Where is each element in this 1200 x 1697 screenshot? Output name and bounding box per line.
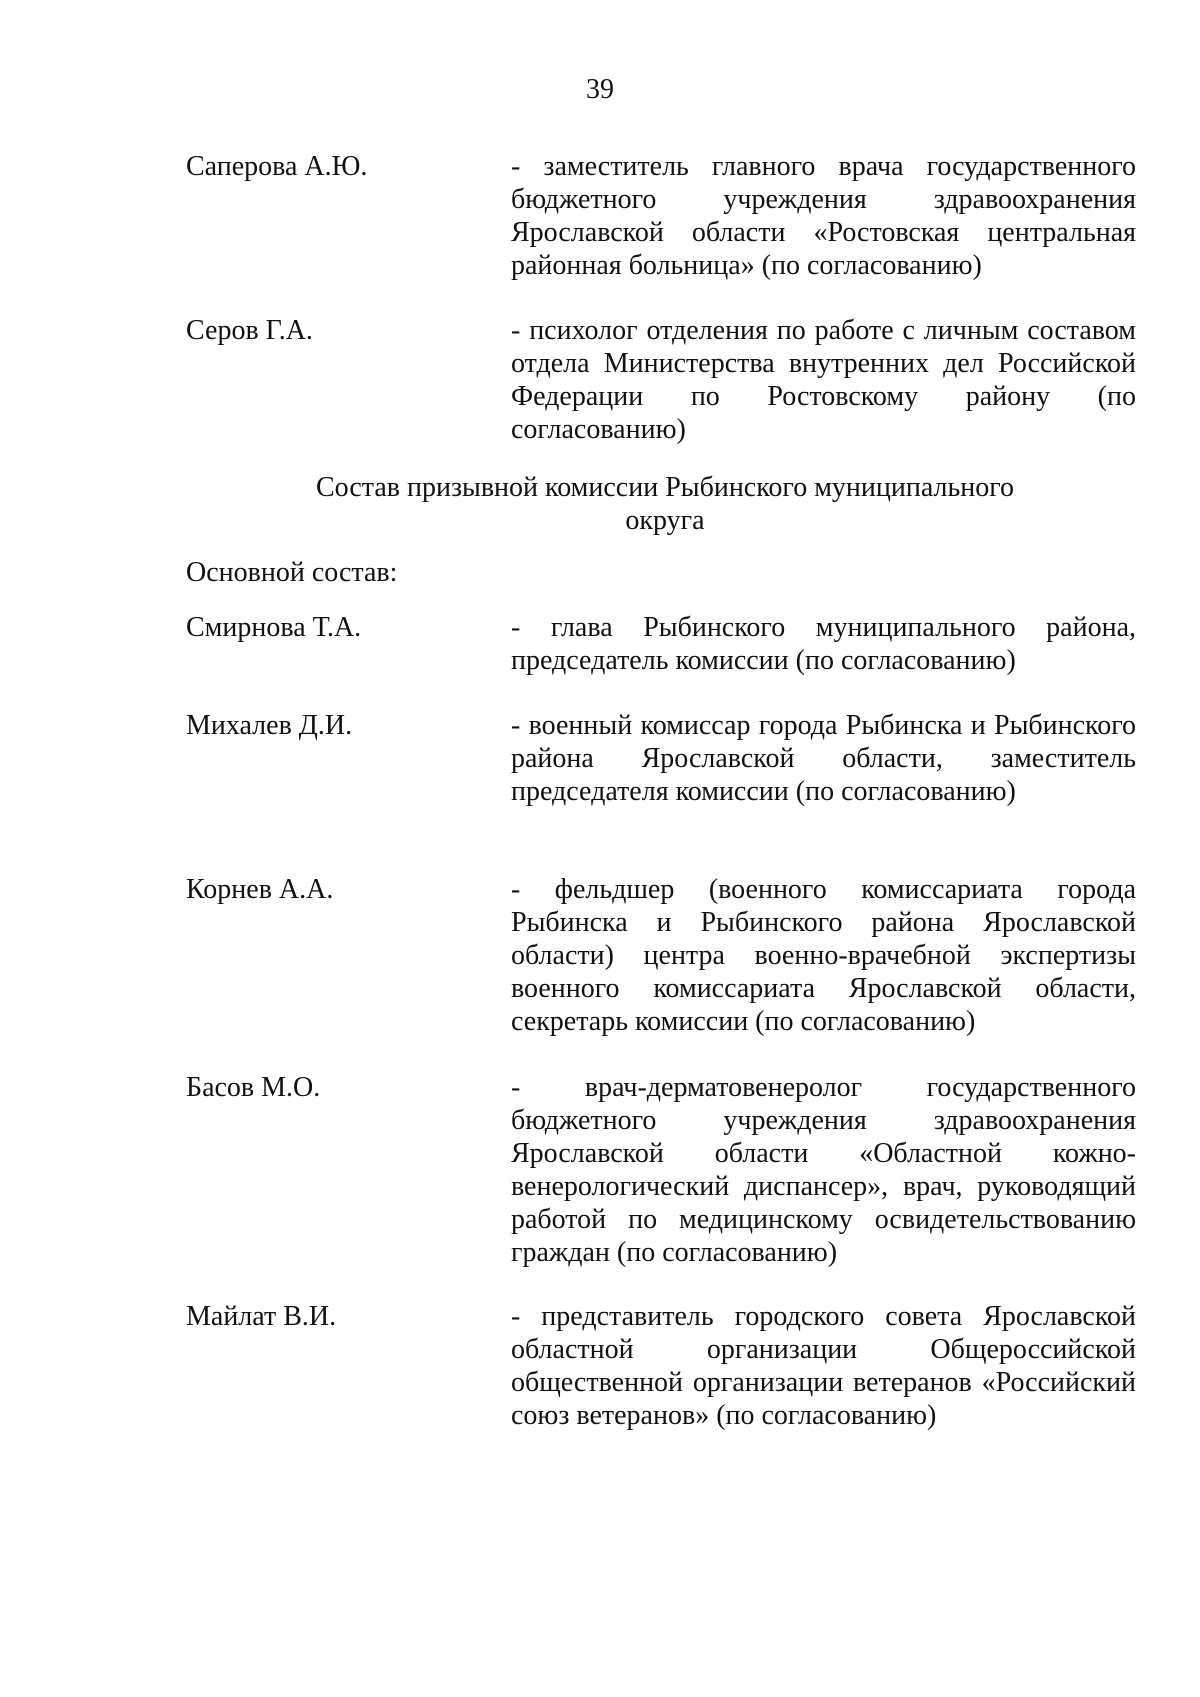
member-role: - глава Рыбинского муниципального района, председатель комиссии (по согласованию) (511, 612, 1136, 676)
member-role: - военный комиссар города Рыбинска и Рыбинского района Ярославской области, заместитель председателя комиссии (по согласованию) (511, 710, 1136, 807)
member-name: Смирнова Т.А. (186, 612, 362, 643)
member-name: Серов Г.А. (186, 315, 313, 346)
subheading-main-composition: Основной состав: (186, 557, 398, 588)
member-name: Корнев А.А. (186, 874, 334, 905)
member-role: - врач-дерматовенеролог государственного бюджетного учреждения здравоохранения Ярославской области «Областной кожно-венерологический диспансер», врач, руководящий работой по медицинскому освидетельствованию граждан (по согласованию) (511, 1072, 1136, 1268)
member-name: Михалев Д.И. (186, 710, 353, 741)
section-title: Состав призывной комиссии Рыбинского муниципального округа (315, 472, 1015, 536)
member-role: - представитель городского совета Ярославской областной организации Общероссийской общественной организации ветеранов «Российский союз ветеранов» (по согласованию) (511, 1301, 1136, 1431)
member-name: Басов М.О. (186, 1072, 321, 1103)
member-name: Саперова А.Ю. (186, 151, 368, 182)
page-number: 39 (586, 74, 614, 105)
member-role: - фельдшер (военного комиссариата города Рыбинска и Рыбинского района Ярославской области) центра военно-врачебной экспертизы военного комиссариата Ярославской области, секретарь комиссии (по согласованию) (511, 874, 1136, 1037)
member-name: Майлат В.И. (186, 1301, 337, 1332)
member-role: - психолог отделения по работе с личным составом отдела Министерства внутренних дел Российской Федерации по Ростовскому району (по согласованию) (511, 315, 1136, 445)
member-role: - заместитель главного врача государственного бюджетного учреждения здравоохранения Ярославской области «Ростовская центральная районная больница» (по согласованию) (511, 151, 1136, 281)
